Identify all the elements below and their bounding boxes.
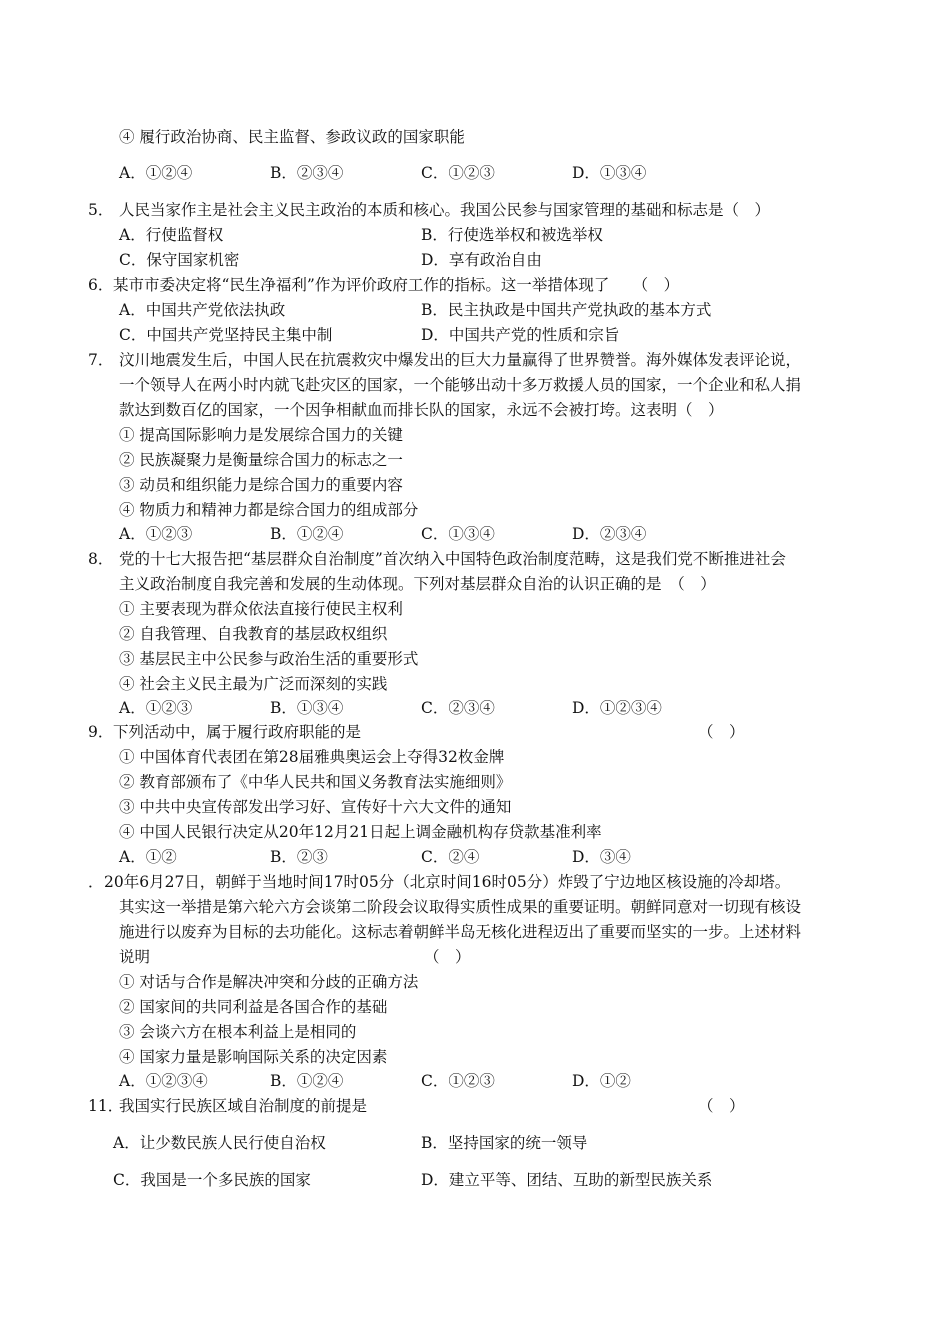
q11-option-b[interactable]: B．坚持国家的统一领导 — [421, 1134, 588, 1152]
q8-option-b[interactable]: B．①③④ — [270, 699, 344, 717]
q10-option-b[interactable]: B．①②④ — [270, 1072, 344, 1090]
q4-option-b[interactable]: B．②③④ — [270, 164, 344, 182]
q4-option-a[interactable]: A．①②④ — [119, 164, 193, 182]
q9-statement-4: ④ 中国人民银行决定从20年12月21日起上调金融机构存贷款基准利率 — [119, 823, 602, 841]
q10-statement-4: ④ 国家力量是影响国际关系的决定因素 — [119, 1048, 388, 1066]
q6-option-d[interactable]: D．中国共产党的性质和宗旨 — [421, 326, 620, 344]
q10-option-d[interactable]: D．①② — [572, 1072, 631, 1090]
q9-number: 9． — [88, 723, 114, 741]
q6-option-a[interactable]: A．中国共产党依法执政 — [119, 301, 286, 319]
q10-stem-line: 20年6月27日，朝鲜于当地时间17时05分（北京时间16时05分）炸毁了宁边地区核设施的冷却塔。 — [104, 873, 791, 891]
q7-option-c[interactable]: C．①③④ — [421, 525, 495, 543]
q9-answer-paren: （ ） — [698, 723, 745, 741]
q9-option-d[interactable]: D．③④ — [572, 848, 631, 866]
q7-option-a[interactable]: A．①②③ — [119, 525, 193, 543]
q7-stem-line: 一个领导人在两小时内就飞赴灾区的国家，一个能够出动十多万救援人员的国家，一个企业和私人捐 — [119, 376, 802, 394]
q5-number: 5． — [88, 201, 114, 219]
q7-stem-line: 款达到数百亿的国家，一个因争相献血而排长队的国家，永远不会被打垮。这表明（ ） — [119, 401, 724, 419]
q10-statement-1: ① 对话与合作是解决冲突和分歧的正确方法 — [119, 973, 419, 991]
q11-answer-paren: （ ） — [698, 1097, 745, 1115]
q8-statement-2: ② 自我管理、自我教育的基层政权组织 — [119, 625, 388, 643]
q8-number: 8． — [88, 550, 114, 568]
q9-option-c[interactable]: C．②④ — [421, 848, 480, 866]
q10-option-a[interactable]: A．①②③④ — [119, 1072, 208, 1090]
q4-option-c[interactable]: C．①②③ — [421, 164, 495, 182]
q10-statement-2: ② 国家间的共同利益是各国合作的基础 — [119, 998, 388, 1016]
q8-stem-line: 党的十七大报告把“基层群众自治制度”首次纳入中国特色政治制度范畴，这是我们党不断推进社会 — [119, 550, 786, 568]
q8-statement-1: ① 主要表现为群众依法直接行使民主权利 — [119, 600, 403, 618]
q9-statement-2: ② 教育部颁布了《中华人民共和国义务教育法实施细则》 — [119, 773, 512, 791]
q8-option-d[interactable]: D．①②③④ — [572, 699, 662, 717]
q9-option-b[interactable]: B．②③ — [270, 848, 328, 866]
q6-stem: 某市市委决定将“民生净福利”作为评价政府工作的指标。这一举措体现了 （ ） — [113, 276, 680, 294]
q10-statement-3: ③ 会谈六方在根本利益上是相同的 — [119, 1023, 357, 1041]
q5-option-c[interactable]: C．保守国家机密 — [119, 251, 240, 269]
q7-statement-1: ① 提高国际影响力是发展综合国力的关键 — [119, 426, 403, 444]
q5-stem: 人民当家作主是社会主义民主政治的本质和核心。我国公民参与国家管理的基础和标志是（ ） — [119, 201, 771, 219]
q11-option-d[interactable]: D．建立平等、团结、互助的新型民族关系 — [421, 1171, 713, 1189]
q11-stem: 我国实行民族区域自治制度的前提是 — [119, 1097, 368, 1115]
q7-statement-3: ③ 动员和组织能力是综合国力的重要内容 — [119, 476, 403, 494]
q6-number: 6． — [88, 276, 114, 294]
q8-option-c[interactable]: C．②③④ — [421, 699, 495, 717]
q5-option-d[interactable]: D．享有政治自由 — [421, 251, 542, 269]
q11-option-c[interactable]: C．我国是一个多民族的国家 — [113, 1171, 311, 1189]
q7-option-d[interactable]: D．②③④ — [572, 525, 647, 543]
q4-option-d[interactable]: D．①③④ — [572, 164, 647, 182]
q4-statement-4: ④ 履行政治协商、民主监督、参政议政的国家职能 — [119, 128, 465, 146]
q9-statement-3: ③ 中共中央宣传部发出学习好、宣传好十六大文件的通知 — [119, 798, 512, 816]
q10-answer-paren: （ ） — [424, 948, 471, 966]
q6-option-b[interactable]: B．民主执政是中国共产党执政的基本方式 — [421, 301, 712, 319]
q7-statement-4: ④ 物质力和精神力都是综合国力的组成部分 — [119, 501, 419, 519]
q10-stem-line: 说明 — [119, 948, 151, 966]
q8-stem-line: 主义政治制度自我完善和发展的生动体现。下列对基层群众自治的认识正确的是 （ ） — [119, 575, 716, 593]
q7-number: 7． — [88, 351, 114, 369]
q5-option-a[interactable]: A．行使监督权 — [119, 226, 224, 244]
q7-statement-2: ② 民族凝聚力是衡量综合国力的标志之一 — [119, 451, 403, 469]
q11-option-a[interactable]: A．让少数民族人民行使自治权 — [113, 1134, 326, 1152]
q5-option-b[interactable]: B．行使选举权和被选举权 — [421, 226, 603, 244]
q9-stem: 下列活动中，属于履行政府职能的是 — [113, 723, 362, 741]
q7-option-b[interactable]: B．①②④ — [270, 525, 344, 543]
q10-option-c[interactable]: C．①②③ — [421, 1072, 495, 1090]
q8-statement-3: ③ 基层民主中公民参与政治生活的重要形式 — [119, 650, 419, 668]
q6-option-c[interactable]: C．中国共产党坚持民主集中制 — [119, 326, 333, 344]
q10-stem-line: 施进行以废弃为目标的去功能化。这标志着朝鲜半岛无核化进程迈出了重要而坚实的一步。上述材料 — [119, 923, 802, 941]
q8-option-a[interactable]: A．①②③ — [119, 699, 193, 717]
q8-statement-4: ④ 社会主义民主最为广泛而深刻的实践 — [119, 675, 388, 693]
q7-stem-line: 汶川地震发生后，中国人民在抗震救灾中爆发出的巨大力量赢得了世界赞誉。海外媒体发表评论说， — [119, 351, 802, 369]
q11-number: 11． — [88, 1097, 124, 1115]
q9-statement-1: ① 中国体育代表团在第28届雅典奥运会上夺得32枚金牌 — [119, 748, 505, 766]
q10-number: ． — [88, 873, 104, 891]
q9-option-a[interactable]: A．①② — [119, 848, 177, 866]
q10-stem-line: 其实这一举措是第六轮六方会谈第二阶段会议取得实质性成果的重要证明。朝鲜同意对一切现有核设 — [119, 898, 802, 916]
